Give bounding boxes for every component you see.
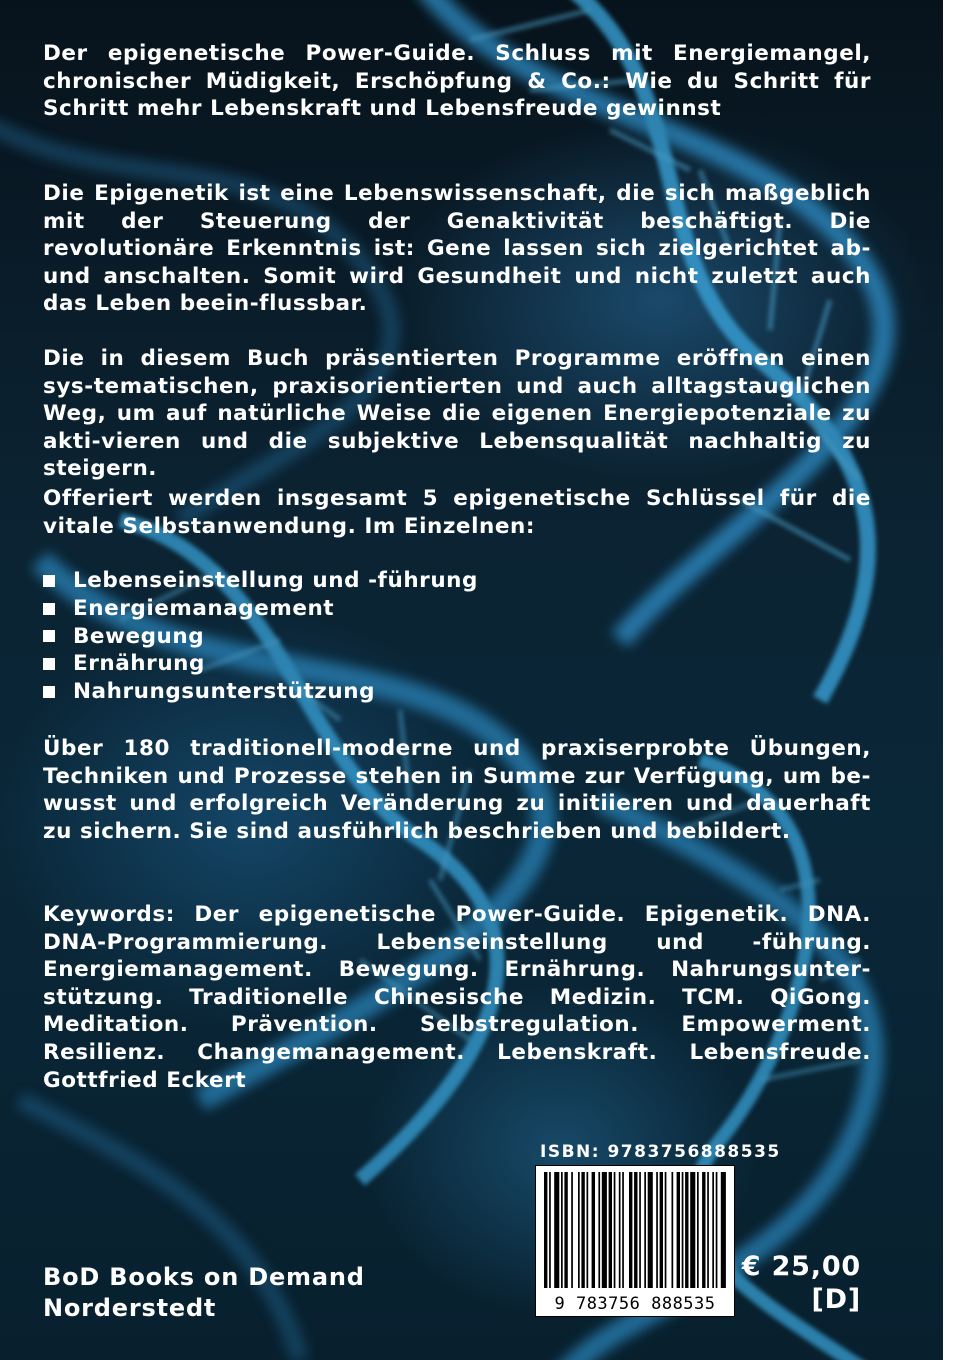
barcode — [535, 1165, 735, 1317]
page-edge — [943, 0, 959, 1360]
barcode-bar — [685, 1172, 688, 1288]
list-item-label: Energiemanagement — [73, 595, 335, 621]
isbn-label: ISBN: 9783756888535 — [540, 1142, 781, 1162]
keywords-paragraph — [43, 901, 871, 1094]
publisher — [43, 1262, 365, 1324]
programs-paragraph — [43, 345, 871, 483]
barcode-bar — [587, 1172, 589, 1288]
book-title-paragraph — [43, 40, 871, 123]
barcode-bar — [672, 1172, 674, 1288]
barcode-bar — [602, 1172, 607, 1288]
list-item-label: Nahrungsunterstützung — [73, 679, 376, 705]
barcode-bar — [549, 1172, 551, 1288]
barcode-bar — [660, 1172, 663, 1288]
barcode-bar — [677, 1172, 680, 1288]
barcode-bar — [682, 1172, 684, 1288]
bullet-square-icon — [43, 603, 55, 615]
list-item — [43, 623, 743, 651]
barcode-bar — [644, 1172, 646, 1288]
barcode-bar — [712, 1172, 714, 1288]
barcode-bar — [598, 1172, 600, 1288]
barcode-bar — [639, 1172, 641, 1288]
bullet-square-icon — [43, 658, 55, 670]
paragraph-exercises: Über 180 traditionell-moderne und praxiserprobte Übungen, Techniken und Prozesse stehen in Summe zur Verfügung, um be-wusst und erfolgreich Veränderung zu initiieren und dauerhaft zu sichern. Sie sind ausführlich beschrieben und bebildert. — [43, 736, 871, 844]
barcode-bar — [578, 1172, 580, 1288]
barcode-bar — [622, 1172, 624, 1288]
intro-paragraph — [43, 180, 871, 318]
bullet-square-icon — [43, 575, 55, 587]
barcode-bar — [665, 1172, 667, 1288]
keys-paragraph — [43, 485, 871, 540]
barcode-bars — [536, 1166, 734, 1292]
barcode-bar — [648, 1172, 653, 1288]
list-item-label: Ernährung — [73, 651, 205, 677]
list-item-label: Bewegung — [73, 623, 205, 649]
barcode-bar — [614, 1172, 616, 1288]
list-item-label: Lebenseinstellung und -führung — [73, 568, 478, 593]
price: € 25,00 — [741, 1251, 861, 1282]
paragraph-programs: Die in diesem Buch präsentierten Programme eröffnen einen sys-tematischen, praxisorientierten und auch alltagstauglichen Weg, um auf natürliche Weise die eigenen Energiepotenziale zu akti-vieren und die subjektive Lebensqualität nachhaltig zu steigern. — [43, 346, 871, 482]
barcode-bar — [702, 1172, 705, 1288]
list-item — [43, 678, 743, 706]
paragraph-epigenetics: Die Epigenetik ist eine Lebenswissenschaft, die sich maßgeblich mit der Steuerung der Genaktivität beschäftigt. Die revolutionäre Erkenntnis ist: Gene lassen sich zielgerichtet ab- und anschalten. Somit wird Gesundheit und nicht zuletzt auch das Leben beein-flussbar. — [43, 181, 871, 317]
barcode-bar — [571, 1172, 573, 1288]
barcode-bar — [564, 1172, 567, 1288]
barcode-bar — [716, 1172, 718, 1288]
publisher-name: BoD Books on Demand — [43, 1263, 365, 1291]
list-item — [43, 650, 743, 678]
list-item — [43, 595, 743, 623]
barcode-bar — [707, 1172, 709, 1288]
exercises-paragraph — [43, 735, 871, 845]
barcode-bar — [634, 1172, 637, 1288]
bullet-square-icon — [43, 630, 55, 642]
list-item — [43, 567, 743, 595]
barcode-bar — [697, 1172, 699, 1288]
barcode-bar — [619, 1172, 621, 1288]
keys-list — [43, 567, 743, 706]
barcode-bar — [581, 1172, 584, 1288]
paragraph-keys: Offeriert werden insgesamt 5 epigenetische Schlüssel für die vitale Selbstanwendung. Im Einzelnen: — [43, 486, 871, 539]
price-region: [D] — [811, 1284, 861, 1315]
title-text: Der epigenetische Power-Guide. Schluss mit Energiemangel, chronischer Müdigkeit, Erschöpfung & Co.: Wie du Schritt für Schritt mehr Lebenskraft und Lebensfreude gewinnst — [43, 41, 871, 122]
barcode-bar — [721, 1172, 726, 1288]
barcode-bar — [629, 1172, 632, 1288]
barcode-bar — [609, 1172, 612, 1288]
price-block — [742, 1250, 861, 1316]
barcode-bar — [592, 1172, 595, 1288]
barcode-bar — [561, 1172, 563, 1288]
bullet-square-icon — [43, 686, 55, 698]
barcode-bar — [690, 1172, 695, 1288]
barcode-digits: 9 783756 888535 — [554, 1294, 716, 1314]
barcode-bar — [656, 1172, 658, 1288]
publisher-city: Norderstedt — [43, 1294, 217, 1322]
keywords-text: Keywords: Der epigenetische Power-Guide. Epigenetik. DNA. DNA-Programmierung. Lebenseinstellung und -führung. Energiemanagement. Bewegung. Ernährung. Nahrungsunter-stützung. Traditionelle Chinesische Medizin. TCM. QiGong. Meditation. Prävention. Selbstregulation. Empowerment. Resilienz. Changemanagement. Lebenskraft. Lebensfreude. Gottfried Eckert — [43, 902, 871, 1093]
barcode-bar — [554, 1172, 559, 1288]
barcode-bar — [544, 1172, 547, 1288]
